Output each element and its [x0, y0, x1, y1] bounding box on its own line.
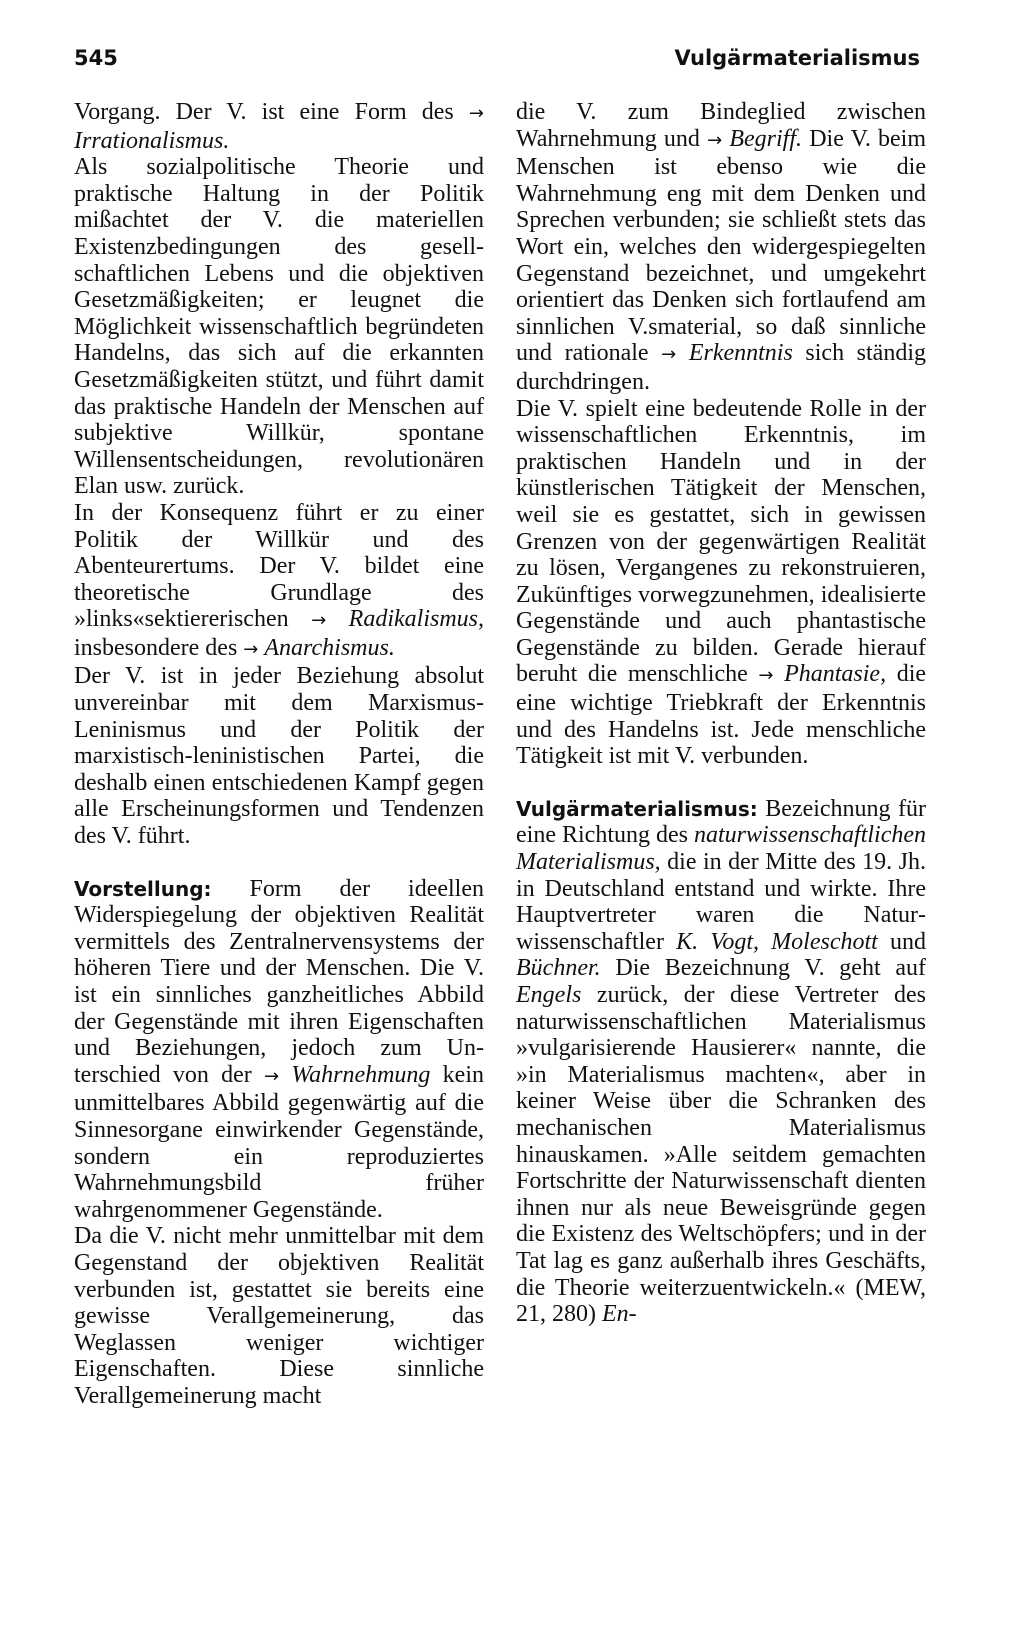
paragraph-text: die V. zum Bindeglied zwischen Wahrnehmung und: [516, 99, 926, 152]
paragraph-text: Die Bezeichnung V. geht auf: [615, 955, 926, 982]
paragraph-text: insbesondere des: [74, 634, 238, 661]
cross-reference-arrow-icon: →: [758, 665, 774, 687]
paragraph-text: Form der ideellen Widerspiegelung der objektiven Realität vermittels des Zentralnervensystems der höheren Tiere und der Menschen. Die V. ist ein sinnliches ganzheitliches Abbild der Gegenstände mit ihren Eigenschaften und Beziehungen, jedoch zum Unterschied von der: [74, 875, 484, 1088]
paragraph-text: Der V. ist in jeder Beziehung absolut unvereinbar mit dem Marxismus-Leninismus und der Politik der marxistisch-leninistischen Partei, die deshalb einen entschiedenen Kampf gegen alle Erscheinungsformen und Tendenzen des V. führt.: [74, 663, 484, 850]
cross-reference-link[interactable]: Radikalismus,: [348, 606, 484, 633]
paragraph-verallgemeinerung: [74, 1223, 484, 1409]
cross-reference-link[interactable]: Erkenntnis: [688, 340, 793, 367]
cross-reference-arrow-icon: →: [311, 610, 327, 632]
paragraph-konsequenz: [74, 500, 484, 664]
right-column: [516, 99, 926, 1328]
cross-reference-arrow-icon: →: [263, 1065, 280, 1087]
entry-vorstellung: [74, 876, 484, 1224]
cross-reference-link[interactable]: Phantasie,: [784, 661, 887, 688]
page-number: 545: [74, 46, 118, 70]
paragraph-text: kein unmittelbares Abbild gegenwärtig auf die Sinnesorgane einwirkender Gegenstände, sondern ein reproduziertes Wahrnehmungsbild früher wahrgenommener Gegenstände.: [74, 1061, 484, 1223]
paragraph-text: In der Konsequenz führt er zu einer Politik der Willkür und des Abenteurertums. Der V. bildet eine theoretische Grundlage des »links«sektiererischen: [74, 499, 484, 633]
paragraph-text: Da die V. nicht mehr unmittelbar mit dem Gegenstand der objektiven Realität verbunden ist, gestattet sie bereits eine gewisse Verallgemeinerung, das Weglassen weniger wichtiger Eigenschaften. Diese sinnliche Verallgemeinerung macht: [74, 1223, 484, 1409]
paragraph-text: Die V. spielt eine bedeutende Rolle in der wissenschaftlichen Erkenntnis, im praktischen Handeln und in der künstlerischen Tätigkeit der Menschen, weil sie es gestattet, sich in gewissen Grenzen von der gegenwärtigen Realität zu lösen, Vergangenes zu rekonstruieren, Zukünftiges vorwegzunehmen, idealisierte Gegenstände und auch phantastische Gegenstände zu bilden. Gerade hierauf beruht die menschliche: [516, 395, 926, 688]
paragraph-text: Vorgang. Der V. ist eine Form des: [74, 99, 454, 125]
page-header: [74, 46, 920, 76]
paragraph-sozialpolitisch: [74, 154, 484, 500]
cross-reference-link[interactable]: Anarchismus.: [264, 634, 395, 661]
paragraph-text: und: [890, 928, 927, 955]
paragraph-vorgang: [74, 99, 484, 154]
entry-vulgaermaterialismus: [516, 796, 926, 1328]
paragraph-text: Bezeichnung für eine Richtung des: [516, 795, 926, 849]
paragraph-text: sich ständig durchdringen.: [516, 340, 926, 395]
paragraph-bindeglied: [516, 99, 926, 396]
paragraph-text: zurück, der diese Vertreter des naturwissenschaftlichen Materialismus »vulgarisierende Hausierer« nannte, die »in Materialismus machten«, aber in keiner Weise über die Schranken des mechanischen Materialismus hinauskamen. »Alle seitdem gemachten Fortschritte der Naturwissenschaft dienten ihnen nur als neue Beweisgründe gegen die Existenz des Weltschöpfers; und in der Tat lag es ganz außerhalb ihres Geschäfts, die Theorie weiterzuentwickeln.« (MEW, 21, 280): [516, 982, 927, 1328]
cross-reference-arrow-icon: →: [661, 344, 677, 366]
cross-reference-arrow-icon: →: [243, 638, 259, 660]
emphasis-term: naturwissenschaftlichen Materialismus,: [516, 822, 926, 876]
paragraph-unvereinbar: [74, 663, 484, 849]
person-name: Büchner.: [516, 955, 601, 982]
paragraph-text: die in der Mitte des 19. Jh. in Deutschland entstand und wirkte. Ihre Hauptvertreter waren die Naturwissenschaftler: [516, 849, 926, 955]
paragraph-text: die eine wichtige Triebkraft der Erkenntnis und des Handelns ist. Jede menschliche Tätigkeit ist mit V. verbunden.: [516, 661, 927, 770]
entry-headword: Vorstellung:: [74, 876, 212, 901]
cross-reference-link[interactable]: Begriff.: [729, 125, 803, 152]
paragraph-rolle: [516, 396, 926, 770]
running-title: Vulgärmaterialismus: [674, 46, 920, 70]
person-name: Engels: [516, 982, 582, 1008]
paragraph-text: Die V. beim Menschen ist ebenso wie die Wahrnehmung eng mit dem Denken und Sprechen verbunden; sie schließt stets das Wort ein, welches den widergespiegelten Gegenstand bezeichnet, und umgekehrt orientiert das Denken sich fortlaufend am sinnlichen V.smaterial, so daß sinnliche und rationale: [516, 125, 927, 367]
cross-reference-link[interactable]: Irrationalismus.: [74, 127, 230, 154]
cross-reference-arrow-icon: →: [707, 129, 723, 151]
cross-reference-link[interactable]: Wahrnehmung: [291, 1061, 431, 1088]
paragraph-text: Als sozialpolitische Theorie und praktische Haltung in der Politik mißachtet der V. die materiellen Existenzbedingungen des gesellschaftlichen Lebens und die objektiven Gesetzmäßigkeiten; er leugnet die Möglichkeit wissenschaftlich begründeten Handelns, das sich auf die erkannten Gesetzmäßigkeiten stützt, und führt damit das praktische Handeln der Menschen auf subjektive Willkür, spontane Willensentscheidungen, revolutionären Elan usw. zurück.: [74, 154, 484, 500]
entry-headword: Vulgärmaterialismus:: [516, 796, 758, 821]
person-name: En-: [602, 1301, 637, 1328]
left-column: [74, 99, 484, 1410]
person-name: K. Vogt, Moleschott: [676, 928, 878, 955]
cross-reference-arrow-icon: →: [468, 103, 484, 124]
